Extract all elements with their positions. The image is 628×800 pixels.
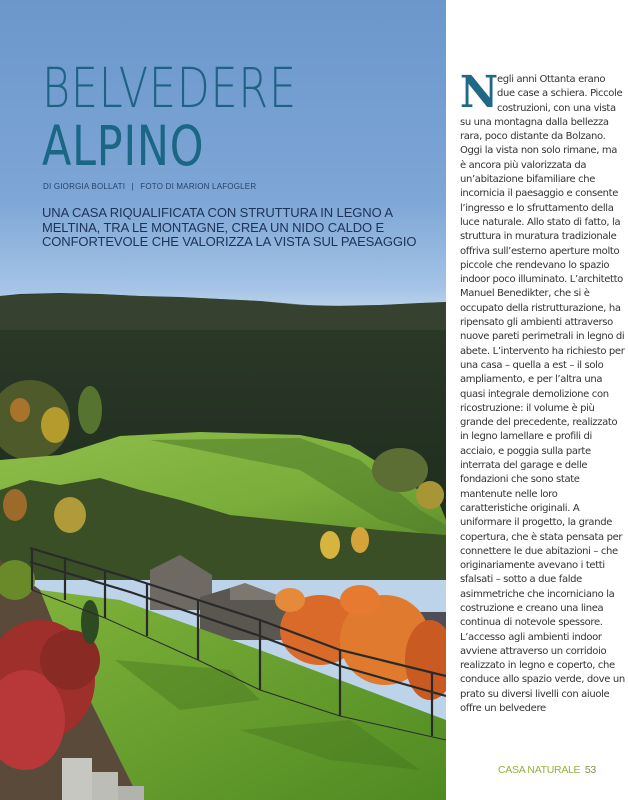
byline-author: DI GIORGIA BOLLATI <box>43 182 126 191</box>
magazine-name: CASA NATURALE <box>498 764 581 776</box>
body-paragraph: egli anni Ottanta erano due case a schiera. Piccole costruzioni, con una vista su una montagna dalla bellezza rara, poco distante da Bolzano. Oggi la vista non solo rimane, ma è ancora più valorizzata da un’abitazione bifamiliare che incornicia il paesaggio e consente l’ingresso e lo sfruttamento della luce naturale. Allo stato di fatto, la struttura in muratura tradizionale offriva sull’esterno aperture molto piccole che rendevano lo spazio indoor poco illuminato. L’architetto Manuel Benedikter, che si è occupato della ristrutturazione, ha ripensato gli ambienti attraverso nuove pareti perimetrali in legno di abete. L’intervento ha richiesto per una casa – quella a est – il solo ampliamento, e per l’altra una quasi integrale demolizione con ricostruzione: il volume è più grande del precedente, realizzato in legno lamellare e profili di acciaio, e poggia sulla parte interrata del garage e delle fondazioni che sono state mantenute nelle loro caratteristiche originali. A uniformare il progetto, la grande copertura, che è stata pensata per connettere le due abitazioni – che originariamente avevano i tetti sfalsati – sotto a due falde asimmetriche che incorniciano la costruzione e creano una linea continua di notevole spessore. L’accesso agli ambienti indoor avviene attraverso un corridoio realizzato in legno e coperto, che conduce allo spazio verde, dove un prato su diversi livelli con aiuole offre un belvedere <box>460 74 625 715</box>
drop-cap: N <box>459 67 498 118</box>
article-title <box>42 56 442 178</box>
byline <box>43 182 256 191</box>
article-subtitle: UNA CASA RIQUALIFICATA CON STRUTTURA IN LEGNO A MELTINA, TRA LE MONTAGNE, CREA UN NIDO CALDO E CONFORTEVOLE CHE VALORIZZA LA VISTA SUL PAESAGGIO <box>42 205 417 249</box>
page-footer <box>498 764 596 776</box>
body-column <box>459 67 625 716</box>
title-line-1: BELVEDERE <box>42 56 297 120</box>
page-number: 53 <box>584 764 596 776</box>
byline-photo-credit: FOTO DI MARION LAFOGLER <box>140 182 257 191</box>
byline-separator: | <box>131 182 134 191</box>
title-line-2: ALPINO <box>42 114 205 178</box>
